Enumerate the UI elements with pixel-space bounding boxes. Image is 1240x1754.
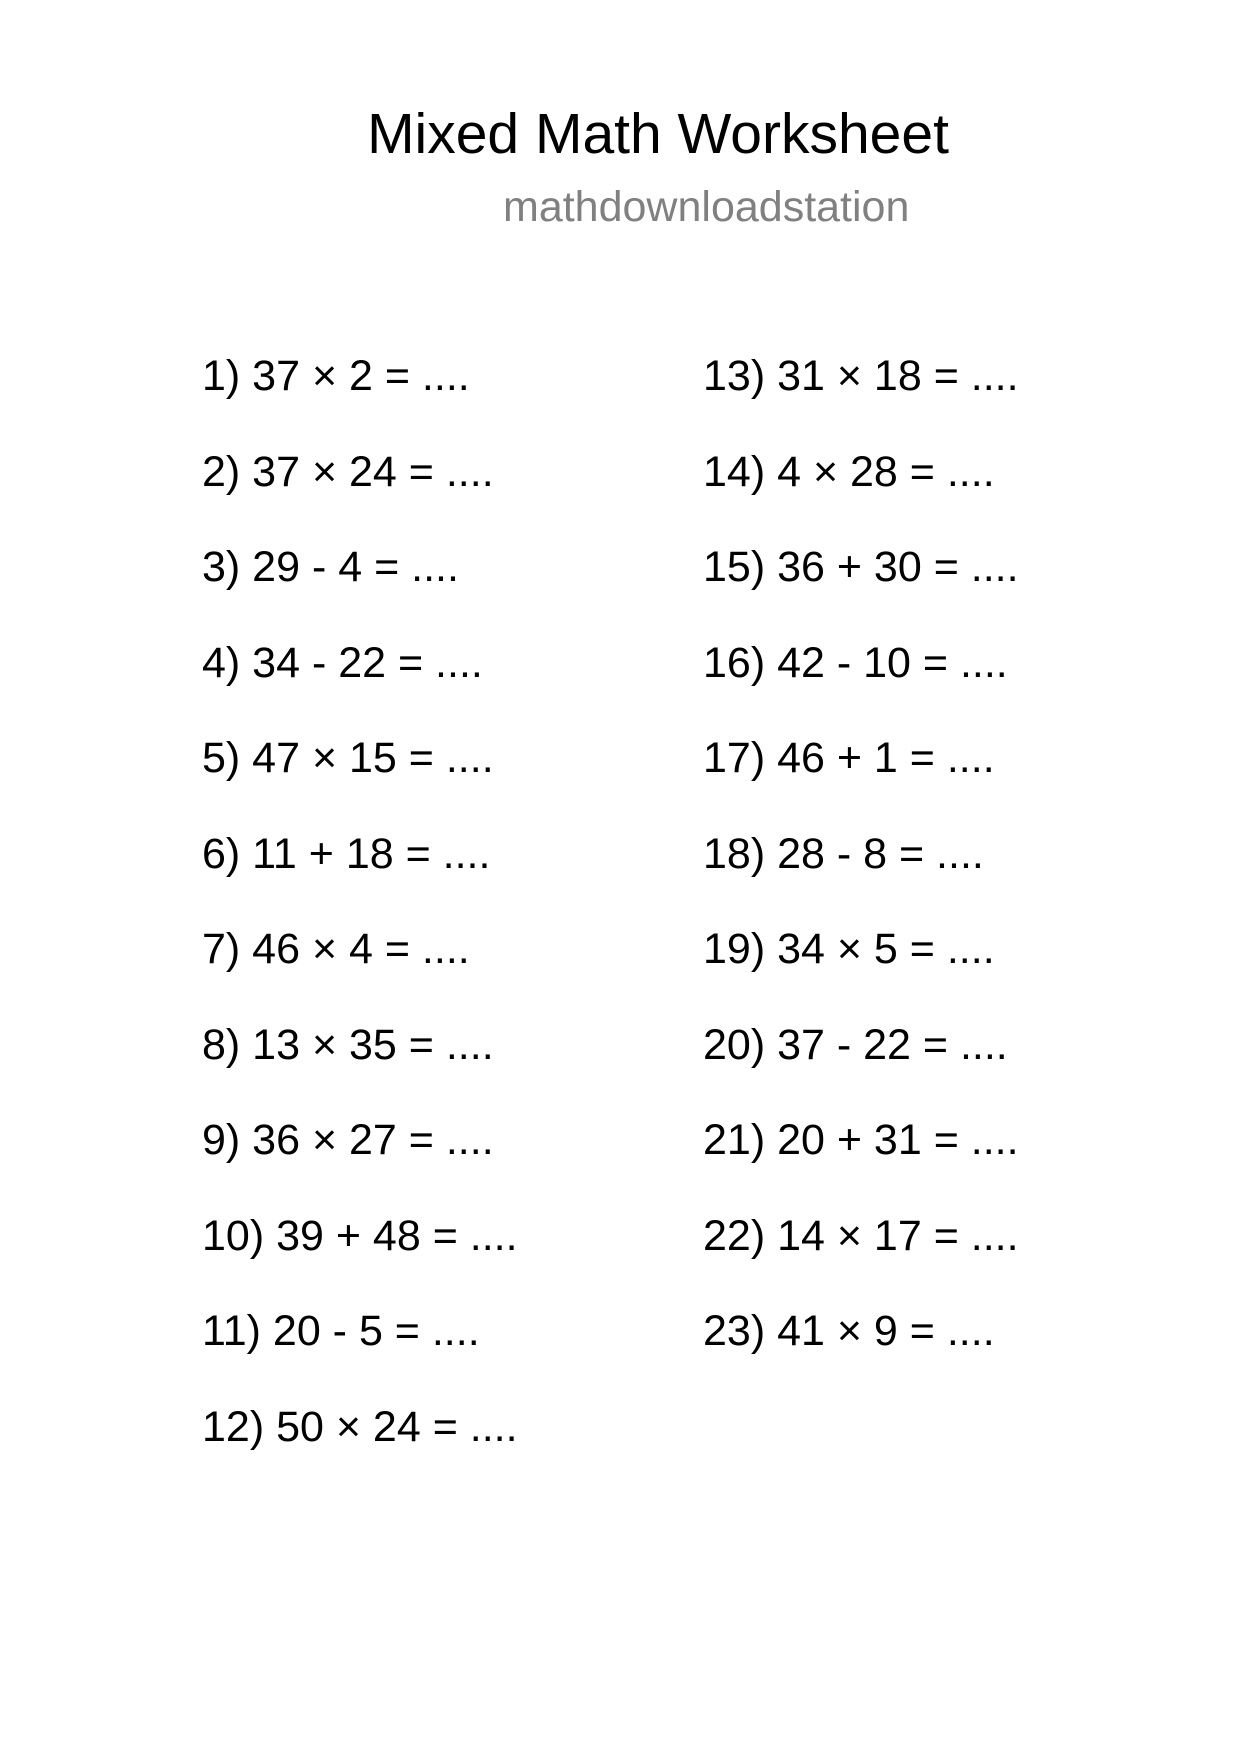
problem-10: 10) 39 + 48 = .... <box>202 1211 518 1260</box>
problem-12: 12) 50 × 24 = .... <box>202 1402 518 1451</box>
problem-6: 6) 11 + 18 = .... <box>202 829 491 878</box>
problem-5: 5) 47 × 15 = .... <box>202 734 494 782</box>
problem-2: 2) 37 × 24 = .... <box>202 447 494 496</box>
problem-22: 22) 14 × 17 = .... <box>703 1211 1019 1260</box>
problem-8: 8) 13 × 35 = .... <box>202 1020 494 1069</box>
problem-18: 18) 28 - 8 = .... <box>703 829 984 878</box>
problem-20: 20) 37 - 22 = .... <box>703 1020 1008 1069</box>
problem-1: 1) 37 × 2 = .... <box>202 352 470 400</box>
problem-7: 7) 46 × 4 = .... <box>202 925 470 973</box>
page-title: Mixed Math Worksheet <box>367 102 949 166</box>
problem-14: 14) 4 × 28 = .... <box>703 447 995 496</box>
problem-3: 3) 29 - 4 = .... <box>202 543 459 591</box>
problem-19: 19) 34 × 5 = .... <box>703 925 995 973</box>
problems-column-right <box>703 350 1019 1401</box>
problem-17: 17) 46 + 1 = .... <box>703 734 995 782</box>
problem-21: 21) 20 + 31 = .... <box>703 1116 1019 1164</box>
problem-15: 15) 36 + 30 = .... <box>703 543 1019 591</box>
problem-9: 9) 36 × 27 = .... <box>202 1116 494 1164</box>
problem-16: 16) 42 - 10 = .... <box>703 638 1008 687</box>
problem-23: 23) 41 × 9 = .... <box>703 1307 995 1355</box>
problems-column-left <box>202 350 518 1496</box>
problem-11: 11) 20 - 5 = .... <box>202 1307 480 1355</box>
page-subtitle: mathdownloadstation <box>503 183 910 231</box>
problem-4: 4) 34 - 22 = .... <box>202 638 483 687</box>
problem-13: 13) 31 × 18 = .... <box>703 352 1019 400</box>
